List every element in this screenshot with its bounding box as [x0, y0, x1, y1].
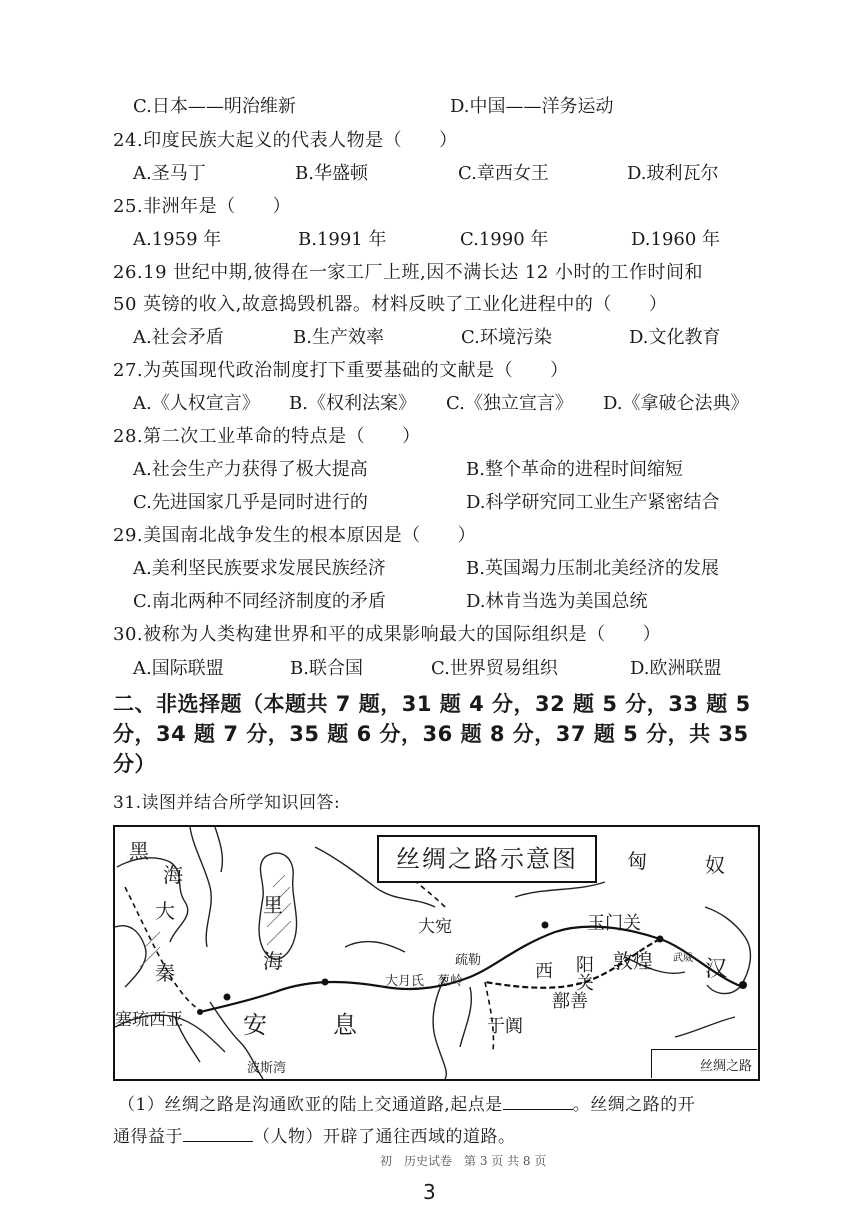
q31-sub1-line2 — [113, 1122, 516, 1147]
silk-road-map — [113, 825, 760, 1081]
map-label-hei: 黑 — [129, 839, 149, 863]
q27-option-a: A.《人权宣言》 — [133, 393, 260, 414]
map-label-yutian: 于阗 — [487, 1016, 523, 1037]
q28-option-d: D.科学研究同工业生产紧密结合 — [466, 492, 720, 513]
map-label-dayue: 大月氏 — [385, 974, 425, 989]
q31-sub1-text-d: （人物）开辟了通往西域的道路。 — [253, 1127, 516, 1147]
q30-stem: 30.被称为人类构建世界和平的成果影响最大的国际组织是（ ） — [113, 624, 662, 645]
map-legend-label: 丝绸之路 — [700, 1059, 753, 1074]
q29-option-d: D.林肯当选为美国总统 — [466, 591, 648, 612]
map-legend — [651, 1049, 757, 1078]
q31-stem: 31.读图并结合所学知识回答: — [113, 793, 341, 813]
q26-stem-line1: 26.19 世纪中期,彼得在一家工厂上班,因不满长达 12 小时的工作时间和 — [113, 262, 704, 283]
q24-stem: 24.印度民族大起义的代表人物是（ ） — [113, 130, 458, 151]
map-label-xi2: 西 — [535, 961, 553, 982]
q25-option-c: C.1990 年 — [460, 229, 549, 250]
map-label-nu: 奴 — [705, 853, 725, 877]
q27-option-d: D.《拿破仑法典》 — [603, 393, 749, 414]
q29-option-b: B.英国竭力压制北美经济的发展 — [466, 558, 719, 579]
q29-option-c: C.南北两种不同经济制度的矛盾 — [133, 591, 386, 612]
q31-blank-person[interactable] — [183, 1125, 253, 1142]
map-label-xi: 息 — [333, 1011, 357, 1039]
map-label-congling: 葱岭 — [437, 974, 464, 989]
section2-heading-line1: 二、非选择题（本题共 7 题，31 题 4 分，32 题 5 分，33 题 5 — [113, 692, 751, 716]
map-label-yumenguan: 玉门关 — [587, 913, 641, 934]
q26-option-b: B.生产效率 — [293, 327, 384, 348]
q29-option-a: A.美利坚民族要求发展民族经济 — [133, 558, 386, 579]
map-label-an: 安 — [243, 1011, 267, 1039]
map-label-shule: 疏勒 — [455, 953, 482, 968]
map-title: 丝绸之路示意图 — [377, 835, 597, 883]
q24-option-c: C.章西女王 — [458, 163, 549, 184]
map-label-qin: 秦 — [155, 961, 175, 985]
map-label-hai1: 海 — [163, 863, 183, 887]
q25-option-b: B.1991 年 — [298, 229, 387, 250]
page-number: 3 — [423, 1180, 436, 1204]
q24-option-a: A.圣马丁 — [133, 163, 206, 184]
q30-option-a: A.国际联盟 — [133, 658, 224, 679]
q25-option-a: A.1959 年 — [133, 229, 222, 250]
q26-stem-line2: 50 英镑的收入,故意捣毁机器。材料反映了工业化进程中的（ ） — [113, 294, 668, 315]
q30-option-d: D.欧洲联盟 — [630, 658, 722, 679]
map-label-da: 大 — [155, 899, 175, 923]
q29-stem: 29.美国南北战争发生的根本原因是（ ） — [113, 525, 477, 546]
section2-heading-line2: 分，34 题 7 分，35 题 6 分，36 题 8 分，37 题 5 分，共 35 — [113, 722, 749, 746]
map-label-hai2: 海 — [263, 949, 283, 973]
q28-stem: 28.第二次工业革命的特点是（ ） — [113, 426, 421, 447]
q26-option-c: C.环境污染 — [461, 327, 552, 348]
q31-sub1-line1 — [118, 1090, 695, 1115]
q31-sub1-text-a: （1）丝绸之路是沟通欧亚的陆上交通道路,起点是 — [118, 1095, 503, 1115]
map-label-sailiu: 塞琉西亚 — [115, 1010, 183, 1030]
map-label-li: 里 — [263, 893, 283, 917]
map-label-bosi: 波斯湾 — [247, 1061, 287, 1076]
q24-option-d: D.玻利瓦尔 — [627, 163, 719, 184]
q27-option-c: C.《独立宣言》 — [446, 393, 573, 414]
map-label-shanshan: 鄯善 — [552, 991, 588, 1012]
map-label-wuwei: 武威 — [673, 953, 693, 964]
map-label-han: 汉 — [705, 957, 728, 982]
map-label-dunhuang: 敦煌 — [613, 949, 653, 973]
q23-option-c: C.日本——明治维新 — [133, 96, 296, 117]
q31-blank-start-point[interactable] — [503, 1093, 573, 1110]
q27-stem: 27.为英国现代政治制度打下重要基础的文献是（ ） — [113, 360, 569, 381]
q24-option-b: B.华盛顿 — [295, 163, 368, 184]
q26-option-d: D.文化教育 — [629, 327, 721, 348]
page-footer: 初 历史试卷 第 3 页 共 8 页 — [380, 1154, 547, 1168]
section2-heading-line3: 分） — [113, 752, 156, 776]
q30-option-c: C.世界贸易组织 — [431, 658, 558, 679]
q27-option-b: B.《权利法案》 — [289, 393, 416, 414]
q25-stem: 25.非洲年是（ ） — [113, 196, 292, 217]
map-label-xiong: 匈 — [627, 849, 647, 873]
q31-sub1-text-b: 。丝绸之路的开 — [572, 1095, 696, 1115]
q26-option-a: A.社会矛盾 — [133, 327, 224, 348]
q28-option-a: A.社会生产力获得了极大提高 — [133, 459, 368, 480]
q28-option-c: C.先进国家几乎是同时进行的 — [133, 492, 368, 513]
map-label-dayuan: 大宛 — [418, 917, 452, 937]
q31-sub1-text-c: 通得益于 — [113, 1127, 183, 1147]
q28-option-b: B.整个革命的进程时间缩短 — [466, 459, 683, 480]
map-label-yangguan: 阳关 — [573, 955, 594, 991]
q23-option-d: D.中国——洋务运动 — [450, 96, 614, 117]
q25-option-d: D.1960 年 — [631, 229, 721, 250]
q30-option-b: B.联合国 — [290, 658, 363, 679]
